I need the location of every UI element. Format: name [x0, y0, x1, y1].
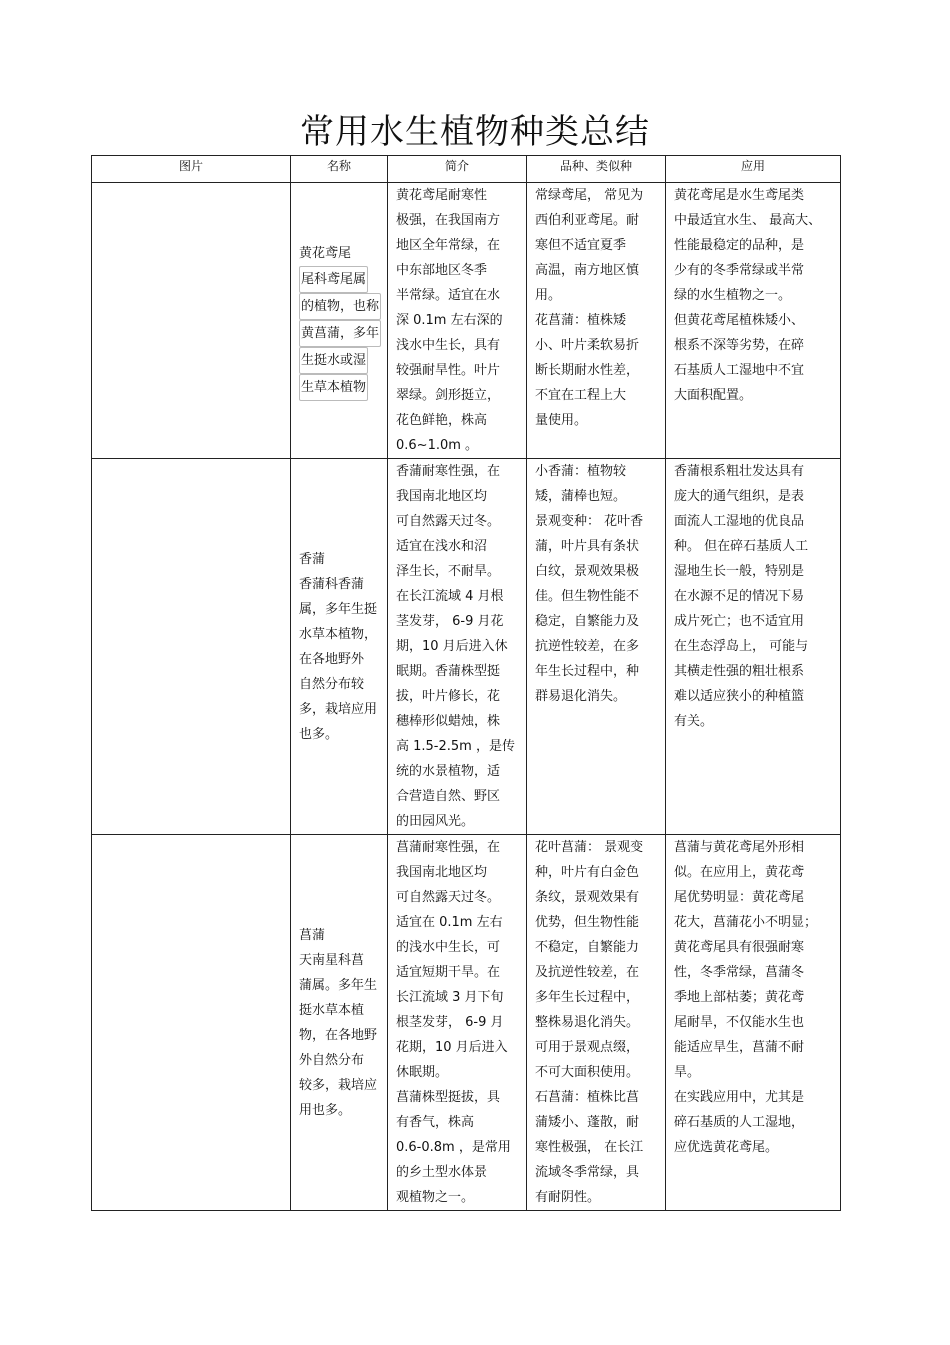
varieties-line: 蒲矮小、蓬散，耐: [535, 1115, 640, 1130]
varieties-line: 矮，蒲棒也短。: [535, 489, 627, 504]
varieties-cell: [527, 183, 666, 459]
application-line: 大面积配置。: [674, 388, 753, 403]
varieties-line: 寒性极强， 在长江: [535, 1140, 644, 1155]
intro-line: 浅水中生长，具有: [396, 338, 501, 353]
name-line: 用也多。: [299, 1102, 352, 1118]
varieties-line: 佳。但生物性能不: [535, 589, 640, 604]
intro-line: 半常绿。适宜在水: [396, 288, 501, 303]
name-line: 较多，栽培应: [299, 1077, 378, 1093]
intro-line: 花期，10 月后进入: [396, 1040, 508, 1055]
name-line: 蒲属。多年生: [299, 977, 378, 993]
table-row: [92, 459, 841, 835]
application-line: 尾耐旱，不仅能水生也: [674, 1015, 805, 1030]
application-cell: [666, 183, 841, 459]
varieties-line: 白纹，景观效果极: [535, 564, 640, 579]
varieties-line: 不可大面积使用。: [535, 1065, 640, 1080]
intro-line: 适宜短期干旱。在: [396, 965, 501, 980]
application-line: 种。 但在碎石基质人工: [674, 539, 809, 554]
application-line: 黄花鸢尾是水生鸢尾类: [674, 188, 805, 203]
table-row: [92, 835, 841, 1211]
name-line: 物，在各地野: [299, 1027, 378, 1043]
varieties-line: 稳定，自繁能力及: [535, 614, 640, 629]
intro-cell: [388, 183, 527, 459]
application-line: 在水源不足的情况下易: [674, 589, 805, 604]
application-line: 石基质人工湿地中不宜: [674, 363, 805, 378]
varieties-line: 蒲，叶片具有条状: [535, 539, 640, 554]
intro-line: 菖蒲株型挺拔，具: [396, 1090, 501, 1105]
application-line: 旱。: [674, 1065, 701, 1080]
intro-line: 适宜在 0.1m 左右: [396, 915, 503, 930]
name-line: 生挺水或湿: [299, 347, 381, 374]
header-varieties: 品种、类似种: [527, 156, 666, 183]
intro-line: 有香气，株高: [396, 1115, 475, 1130]
varieties-line: 可用于景观点缀，: [535, 1040, 640, 1055]
name-line: 水草本植物，: [299, 626, 378, 642]
varieties-line: 群易退化消失。: [535, 689, 627, 704]
varieties-line: 高温，南方地区慎: [535, 263, 640, 278]
intro-line: 我国南北地区均: [396, 865, 488, 880]
intro-line: 可自然露天过冬。: [396, 890, 501, 905]
name-line: 黄花鸢尾: [299, 245, 352, 261]
name-line: 香蒲: [299, 551, 326, 567]
intro-line: 观植物之一。: [396, 1190, 475, 1205]
name-line: 菖蒲: [299, 927, 326, 943]
intro-line: 的浅水中生长，可: [396, 940, 501, 955]
application-line: 在生态浮岛上， 可能与: [674, 639, 809, 654]
varieties-line: 断长期耐水性差，: [535, 363, 640, 378]
intro-line: 黄花鸢尾耐寒性: [396, 188, 488, 203]
application-line: 碎石基质的人工湿地，: [674, 1115, 805, 1130]
varieties-line: 花叶菖蒲： 景观变: [535, 840, 644, 855]
application-line: 根系不深等劣势，在碎: [674, 338, 805, 353]
varieties-cell: [527, 835, 666, 1211]
name-line: 多，栽培应用: [299, 701, 378, 717]
intro-cell: [388, 835, 527, 1211]
varieties-line: 量使用。: [535, 413, 588, 428]
application-line: 有关。: [674, 714, 714, 729]
varieties-line: 抗逆性较差，在多: [535, 639, 640, 654]
varieties-line: 不宜在工程上大: [535, 388, 627, 403]
name-line: 香蒲科香蒲: [299, 576, 365, 592]
varieties-line: 有耐阴性。: [535, 1190, 601, 1205]
table-row: [92, 183, 841, 459]
intro-line: 可自然露天过冬。: [396, 514, 501, 529]
page-title: 常用水生植物种类总结: [300, 112, 650, 152]
name-line: 的植物，也称: [299, 293, 381, 320]
application-line: 性，冬季常绿，菖蒲冬: [674, 965, 805, 980]
name-line: 外自然分布: [299, 1052, 365, 1068]
name-line: 天南星科菖: [299, 952, 365, 968]
application-line: 在实践应用中，尤其是: [674, 1090, 805, 1105]
application-line: 性能最稳定的品种，是: [674, 238, 805, 253]
application-line: 湿地生长一般，特别是: [674, 564, 805, 579]
name-line: 尾科鸢尾属: [299, 266, 381, 293]
varieties-line: 小香蒲：植物较: [535, 464, 627, 479]
intro-line: 菖蒲耐寒性强，在: [396, 840, 501, 855]
header-application: 应用: [666, 156, 841, 183]
varieties-line: 小、叶片柔软易折: [535, 338, 640, 353]
plant-table: [91, 155, 841, 1211]
intro-line: 翠绿。剑形挺立，: [396, 388, 501, 403]
intro-line: 0.6~1.0m 。: [396, 438, 479, 453]
intro-line: 期，10 月后进入休: [396, 639, 508, 654]
name-line: 属，多年生挺: [299, 601, 378, 617]
application-line: 黄花鸢尾具有很强耐寒: [674, 940, 805, 955]
name-line: 也多。: [299, 726, 339, 742]
intro-line: 根茎发芽， 6-9 月: [396, 1015, 504, 1030]
varieties-line: 寒但不适宜夏季: [535, 238, 627, 253]
header-picture: 图片: [92, 156, 291, 183]
varieties-line: 景观变种： 花叶香: [535, 514, 644, 529]
varieties-line: 种，叶片有白金色: [535, 865, 640, 880]
intro-line: 泽生长，不耐旱。: [396, 564, 501, 579]
table-header-row: [92, 156, 841, 183]
intro-line: 花色鲜艳，株高: [396, 413, 488, 428]
name-cell: [291, 459, 388, 835]
varieties-line: 常绿鸢尾， 常见为: [535, 188, 644, 203]
intro-line: 拔，叶片修长，花: [396, 689, 501, 704]
application-line: 面流人工湿地的优良品: [674, 514, 805, 529]
varieties-line: 整株易退化消失。: [535, 1015, 640, 1030]
intro-line: 统的水景植物，适: [396, 764, 501, 779]
varieties-line: 及抗逆性较差，在: [535, 965, 640, 980]
intro-line: 眠期。香蒲株型挺: [396, 664, 501, 679]
application-line: 季地上部枯萎；黄花鸢: [674, 990, 805, 1005]
varieties-line: 不稳定，自繁能力: [535, 940, 640, 955]
varieties-line: 流域冬季常绿，具: [535, 1165, 640, 1180]
intro-line: 的田园风光。: [396, 814, 475, 829]
varieties-line: 年生长过程中，种: [535, 664, 640, 679]
application-line: 尾优势明显：黄花鸢尾: [674, 890, 805, 905]
application-line: 应优选黄花鸢尾。: [674, 1140, 779, 1155]
intro-line: 茎发芽， 6-9 月花: [396, 614, 504, 629]
intro-line: 长江流域 3 月下旬: [396, 990, 504, 1005]
intro-line: 合营造自然、野区: [396, 789, 501, 804]
intro-line: 的乡土型水体景: [396, 1165, 488, 1180]
intro-line: 0.6-0.8m ，是常用: [396, 1140, 511, 1155]
varieties-cell: [527, 459, 666, 835]
application-line: 少有的冬季常绿或半常: [674, 263, 805, 278]
intro-line: 在长江流域 4 月根: [396, 589, 504, 604]
name-line: 在各地野外: [299, 651, 365, 667]
varieties-line: 石菖蒲：植株比菖: [535, 1090, 640, 1105]
application-line: 花大，菖蒲花小不明显；: [674, 915, 818, 930]
intro-line: 穗棒形似蜡烛，株: [396, 714, 501, 729]
application-line: 成片死亡；也不适宜用: [674, 614, 805, 629]
picture-cell: [92, 459, 291, 835]
name-line: 挺水草本植: [299, 1002, 365, 1018]
application-line: 绿的水生植物之一。: [674, 288, 792, 303]
intro-line: 高 1.5-2.5m ，是传: [396, 739, 515, 754]
picture-cell: [92, 183, 291, 459]
intro-line: 香蒲耐寒性强，在: [396, 464, 501, 479]
intro-line: 我国南北地区均: [396, 489, 488, 504]
application-line: 菖蒲与黄花鸢尾外形相: [674, 840, 805, 855]
intro-line: 较强耐旱性。叶片: [396, 363, 501, 378]
varieties-line: 条纹，景观效果有: [535, 890, 640, 905]
name-cell: [291, 183, 388, 459]
application-cell: [666, 459, 841, 835]
name-line: 生草本植物: [299, 374, 381, 401]
intro-line: 休眠期。: [396, 1065, 449, 1080]
intro-line: 中东部地区冬季: [396, 263, 488, 278]
name-line: 黄菖蒲，多年: [299, 320, 381, 347]
application-cell: [666, 835, 841, 1211]
intro-cell: [388, 459, 527, 835]
name-cell: [291, 835, 388, 1211]
application-line: 庞大的通气组织，是表: [674, 489, 805, 504]
application-line: 其横走性强的粗壮根系: [674, 664, 805, 679]
application-line: 中最适宜水生、 最高大、: [674, 213, 822, 228]
intro-line: 地区全年常绿，在: [396, 238, 501, 253]
application-line: 似。在应用上，黄花鸢: [674, 865, 805, 880]
application-line: 香蒲根系粗壮发达具有: [674, 464, 805, 479]
header-name: 名称: [291, 156, 388, 183]
name-line: 自然分布较: [299, 676, 365, 692]
varieties-line: 用。: [535, 288, 562, 303]
application-line: 能适应旱生，菖蒲不耐: [674, 1040, 805, 1055]
intro-line: 极强，在我国南方: [396, 213, 501, 228]
header-intro: 简介: [388, 156, 527, 183]
varieties-line: 花菖蒲：植株矮: [535, 313, 627, 328]
varieties-line: 优势，但生物性能: [535, 915, 640, 930]
application-line: 但黄花鸢尾植株矮小、: [674, 313, 805, 328]
picture-cell: [92, 835, 291, 1211]
intro-line: 深 0.1m 左右深的: [396, 313, 503, 328]
varieties-line: 多年生长过程中，: [535, 990, 640, 1005]
intro-line: 适宜在浅水和沼: [396, 539, 488, 554]
application-line: 难以适应狭小的种植篮: [674, 689, 805, 704]
varieties-line: 西伯利亚鸢尾。耐: [535, 213, 640, 228]
